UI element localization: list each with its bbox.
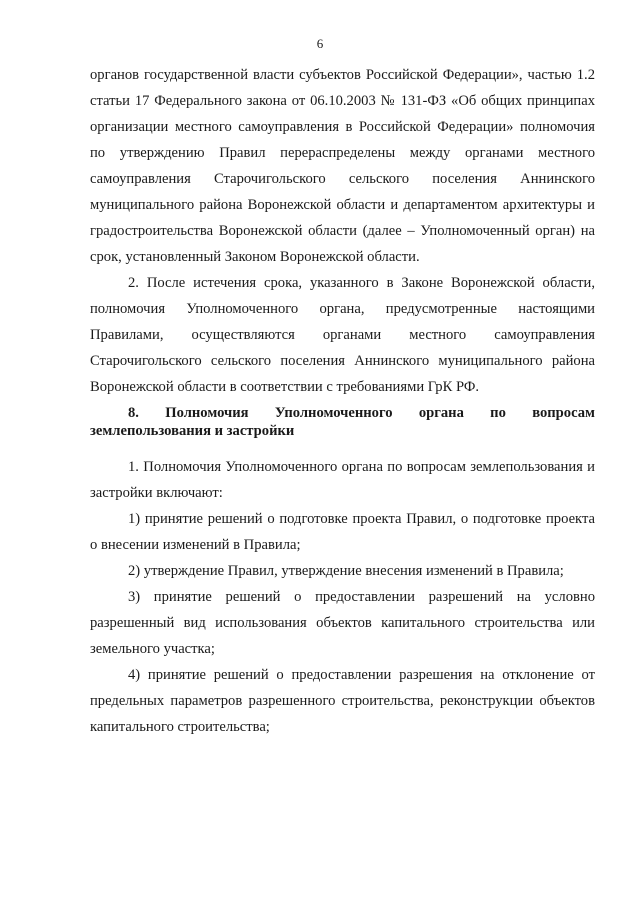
- page-number: 6: [316, 36, 324, 51]
- list-item-3: 3) принятие решений о предоставлении разрешений на условно разрешенный вид использования объектов капитального строительства или земельного участка;: [90, 589, 595, 657]
- document-body: [90, 62, 595, 740]
- list-item-2: 2) утверждение Правил, утверждение внесения изменений в Правила;: [128, 563, 564, 579]
- paragraph-powers-intro: 1. Полномочия Уполномоченного органа по вопросам землепользования и застройки включают:: [90, 459, 595, 501]
- list-item-1: 1) принятие решений о подготовке проекта Правил, о подготовке проекта о внесении изменений в Правила;: [90, 511, 595, 553]
- section-heading-8: 8. Полномочия Уполномоченного органа по вопросам землепользования и застройки: [90, 405, 595, 439]
- paragraph-continuation: органов государственной власти субъектов Российской Федерации», частью 1.2 статьи 17 Федерального закона от 06.10.2003 № 131-ФЗ «Об общих принципах организации местного самоуправления в Российской Федерации» полномочия по утверждению Правил перераспределены между органами местного самоуправления Старочигольского сельского поселения Аннинского муниципального района Воронежской области и департаментом архитектуры и градостроительства Воронежской области (далее – Уполномоченный орган) на срок, установленный Законом Воронежской области.: [90, 67, 595, 265]
- paragraph-2: 2. После истечения срока, указанного в Законе Воронежской области, полномочия Уполномоченного органа, предусмотренные настоящими Правилами, осуществляются органами местного самоуправления Старочигольского сельского поселения Аннинского муниципального района Воронежской области в соответствии с требованиями ГрК РФ.: [90, 275, 595, 395]
- list-item-4: 4) принятие решений о предоставлении разрешения на отклонение от предельных параметров разрешенного строительства, реконструкции объектов капитального строительства;: [90, 667, 595, 735]
